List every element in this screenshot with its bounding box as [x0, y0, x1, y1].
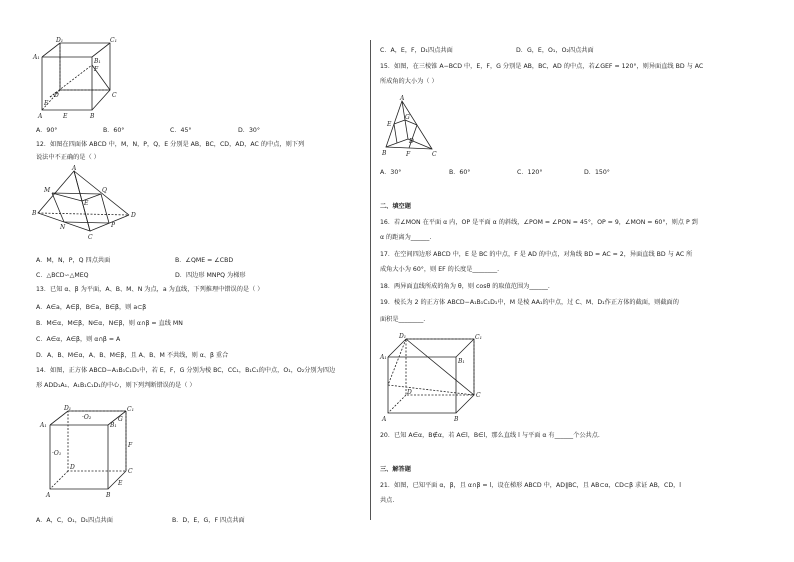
label-b: B — [106, 492, 111, 499]
label-c1: C₁ — [110, 37, 117, 44]
q13-stem: 13．已知 α、β 为平面，A、B、M、N 为点，a 为直线，下列推理中错误的是（ ） — [36, 286, 264, 293]
label-c: C — [112, 92, 117, 99]
label-e: E — [118, 480, 123, 487]
label-m: M — [44, 187, 51, 194]
q14-cube-figure — [38, 405, 158, 505]
q15-option-c: C．120° — [517, 169, 543, 176]
label-a: A — [38, 113, 43, 120]
q12-option-a: A．M，N，P，Q 四点共面 — [36, 257, 111, 264]
label-f: F — [128, 442, 133, 449]
label-b: B — [90, 113, 95, 120]
left-column — [0, 0, 370, 562]
label-c: C — [476, 392, 481, 399]
q10-option-a: A．90° — [36, 127, 58, 134]
label-b1: B₁ — [458, 358, 465, 365]
label-a1: A₁ — [33, 54, 40, 61]
label-d1: D₁ — [399, 333, 407, 340]
q15-option-b: B．60° — [449, 169, 471, 176]
q19-stem-line1: 19．棱长为 2 的正方体 ABCD−A₁B₁C₁D₁中，M 是棱 AA₁的中点，过 C、M、D₁作正方体的截面，则截面的 — [380, 299, 679, 306]
q10-option-c: C．45° — [170, 127, 192, 134]
q14-stem-line1: 14．如图，正方体 ABCD−A₁B₁C₁D₁中，若 E，F，G 分别为棱 BC，CC₁，B₁C₁的中点，O₁，O₂分别为四边 — [36, 367, 336, 374]
label-a: A — [46, 492, 51, 499]
q21-stem-line2: 共点. — [380, 497, 395, 504]
label-g: G — [405, 114, 410, 121]
label-c: C — [432, 151, 437, 158]
label-d1: D₁ — [64, 405, 72, 412]
label-g: G — [118, 416, 123, 423]
q14-option-c: C．A，E，F，D₁四点共面 — [380, 47, 453, 54]
label-e-bottom: E — [63, 113, 68, 120]
q12-stem-line2: 说法中不正确的是（ ） — [36, 154, 100, 161]
label-b1: B₁ — [94, 58, 101, 65]
q10-option-b: B．60° — [103, 127, 125, 134]
q15-stem-line2: 所成角的大小为（ ） — [380, 78, 438, 85]
q18-stem: 18．两异面直线所成的角为 θ，则 cosθ 的取值范围为______. — [380, 283, 550, 290]
label-o2: ·O₂ — [82, 414, 92, 421]
section-fill-blank-heading: 二、填空题 — [380, 203, 411, 210]
q21-stem-line1: 21．如图，已知平面 α，β，且 α∩β = l，设在梯形 ABCD 中，AD∥BC，且 AB⊂α，CD⊂β 求证 AB，CD，l — [380, 482, 681, 489]
q12-option-b: B．∠QME = ∠CBD — [175, 257, 234, 264]
label-c: C — [128, 468, 133, 475]
label-a: A — [382, 416, 387, 423]
q10-option-d: D．30° — [238, 127, 260, 134]
label-b: B — [382, 150, 387, 157]
label-b: B — [454, 416, 459, 423]
label-d: D — [407, 389, 412, 396]
label-e-left: E — [44, 100, 49, 107]
column-divider — [370, 40, 371, 520]
q10-cube-figure — [30, 35, 150, 120]
q12-stem-line1: 12．如图在四面体 ABCD 中，M，N，P，Q，E 分别是 AB，BC，CD，AD，AC 的中点，则下列 — [36, 141, 305, 148]
label-o1: ·O₁ — [52, 450, 62, 457]
label-d: D — [54, 92, 59, 99]
q16-stem-line2: α 的距离为______. — [380, 234, 432, 241]
q15-pyramid-figure — [382, 95, 452, 160]
q19-stem-line2: 面积是________. — [380, 316, 426, 323]
q14-stem-line2: 形 ADD₁A₁、A₁B₁C₁D₁的中心，则下列判断错误的是（ ） — [36, 382, 196, 389]
label-d: D — [409, 138, 414, 145]
label-a: A — [400, 95, 405, 102]
label-n: N — [60, 224, 66, 231]
label-d: D — [70, 464, 75, 471]
label-f: F — [406, 151, 411, 158]
label-a1: A₁ — [380, 354, 387, 361]
label-c: C — [88, 234, 93, 241]
label-c1: C₁ — [475, 334, 482, 341]
label-a1: A₁ — [40, 422, 47, 429]
q13-option-a: A．A∈a，A∈β，B∈a，B∈β，则 a⊂β — [36, 304, 147, 311]
label-a: A — [72, 165, 77, 172]
q12-option-c: C．△BCD∽△MEQ — [36, 272, 89, 279]
q14-option-a: A．A，C，O₁，D₁四点共面 — [36, 517, 113, 524]
q12-option-d: D．四边形 MNPQ 为梯形 — [175, 272, 246, 279]
q15-option-d: D．150° — [584, 169, 610, 176]
label-e: E — [84, 200, 89, 207]
label-b: B — [32, 210, 37, 217]
q13-option-c: C．A∈α，A∈β，则 α∩β = A — [36, 336, 121, 343]
q19-cube-figure — [380, 333, 495, 423]
label-b1: B₁ — [110, 422, 117, 429]
q16-stem-line1: 16．若∠MON 在平面 α 内，OP 是平面 α 的斜线，∠POM = ∠PON = 45°，OP = 9，∠MON = 60°，则点 P 到 — [380, 219, 698, 226]
q15-option-a: A．30° — [380, 169, 402, 176]
q20-stem: 20．已知 A∈α，B∉α，若 A∈l，B∈l，那么直线 l 与平面 α 有______个公共点. — [380, 432, 600, 439]
q13-option-b: B．M∈α，M∈β，N∈α，N∈β，则 α∩β = 直线 MN — [36, 320, 183, 327]
q15-stem-line1: 15．如图，在三棱锥 A−BCD 中，E，F，G 分别是 AB，BC，AD 的中点，若∠GEF = 120°，则异面直线 BD 与 AC — [380, 63, 704, 70]
q14-option-d: D．G，E，O₁，O₂四点共面 — [516, 47, 594, 54]
q12-tetrahedron-figure — [34, 167, 144, 242]
right-column — [374, 0, 794, 562]
q14-option-b: B．D，E，G，F 四点共面 — [172, 517, 245, 524]
label-c1: C₁ — [127, 406, 134, 413]
label-q: Q — [102, 187, 107, 194]
label-p: P — [111, 222, 116, 229]
label-e: E — [387, 121, 392, 128]
q13-option-d: D．A、B、M∈α，A、B、M∈β，且 A、B、M 不共线，则 α、β 重合 — [36, 352, 229, 359]
q17-stem-line2: 成角大小为 60°，则 EF 的长度是________. — [380, 266, 500, 273]
label-d1: D₁ — [56, 37, 64, 44]
section-solution-heading: 三、解答题 — [380, 466, 411, 473]
label-f: F — [94, 66, 99, 73]
label-d: D — [131, 212, 136, 219]
q17-stem-line1: 17．在空间四边形 ABCD 中，E 是 BC 的中点，F 是 AD 的中点，对角线 BD = AC = 2，异面直线 BD 与 AC 所 — [380, 251, 693, 258]
